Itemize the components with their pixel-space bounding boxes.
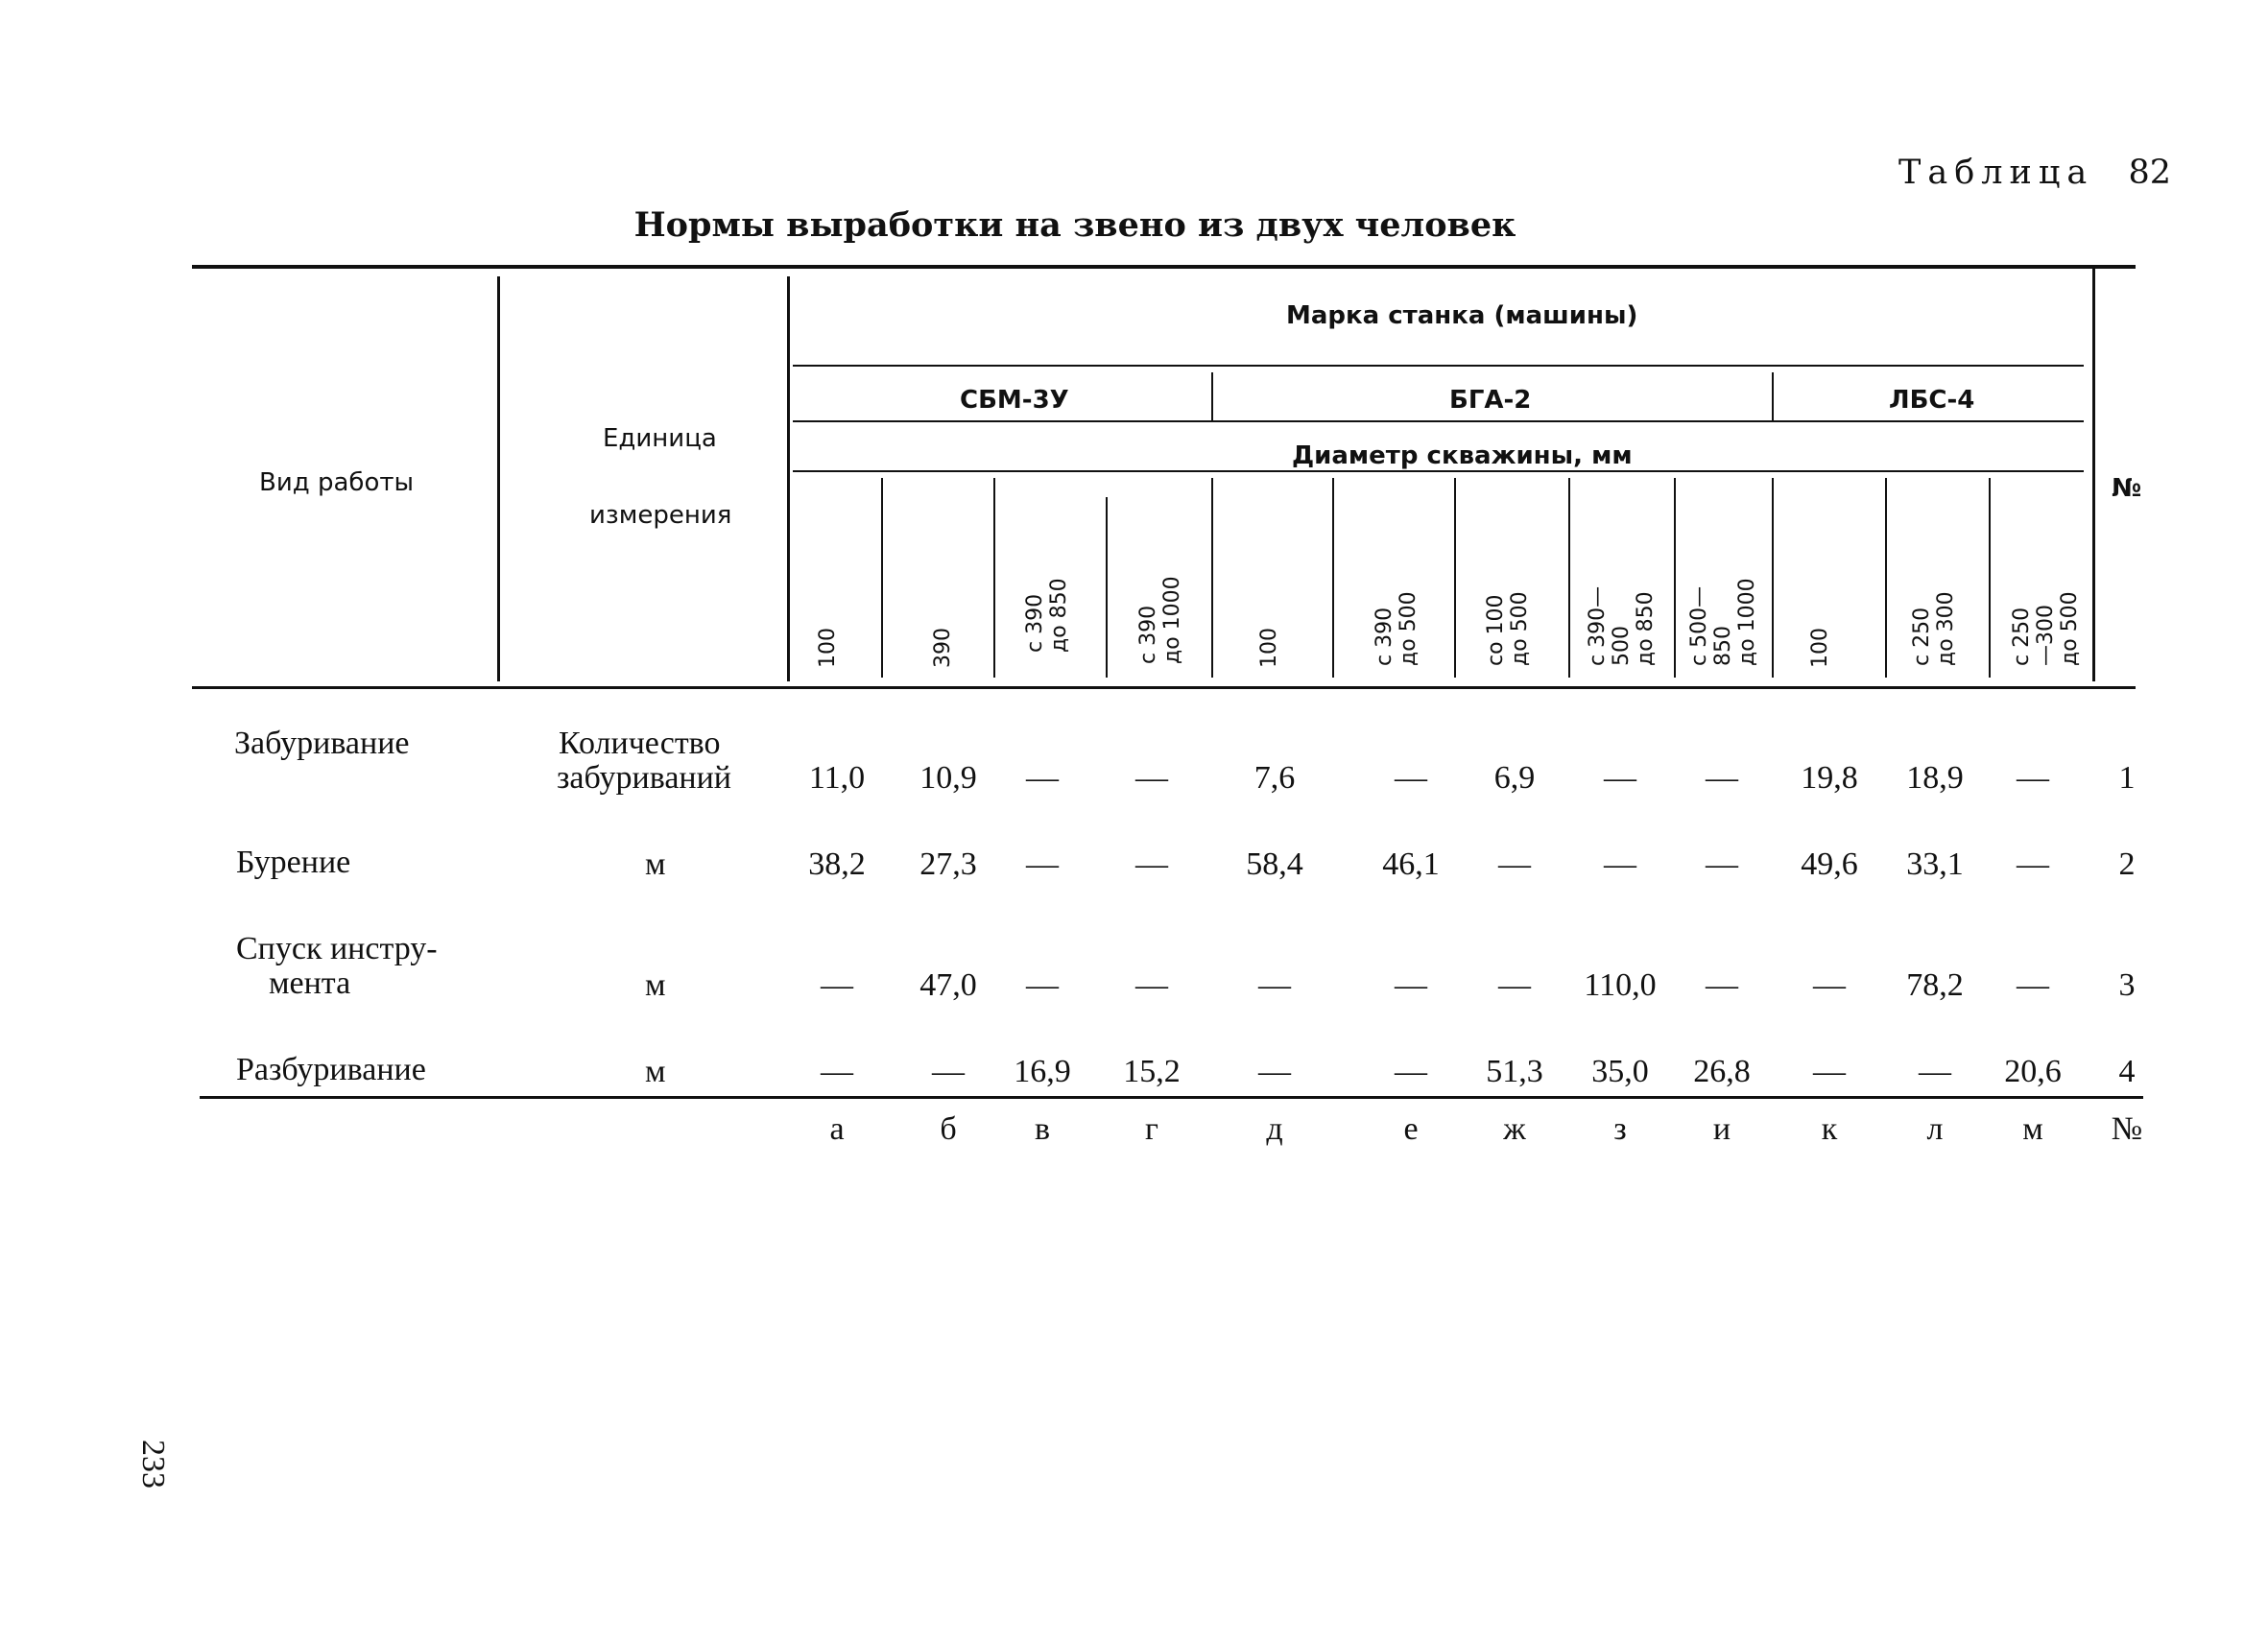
table-cell: — [932,1054,965,1089]
table-cell: — [1395,967,1427,1003]
col-sep [993,478,995,678]
table-cell: — [2017,846,2049,882]
table-cell: 20,6 [2004,1054,2062,1089]
colhead-text: с 390 [1136,605,1160,664]
footer-letter: б [940,1111,957,1147]
table-cell: 51,3 [1486,1054,1543,1089]
table-cell: — [2017,967,2049,1003]
colhead-text: до 1000 [1160,576,1184,664]
col-sep [1568,478,1570,678]
table-cell: 26,8 [1693,1054,1751,1089]
colhead-text: 500 [1610,626,1634,666]
footer-letter: ж [1503,1111,1526,1147]
table-cell: 11,0 [808,760,866,796]
table-cell: 7,6 [1253,760,1296,796]
row-number: 2 [2118,846,2136,882]
divider-unit-values [787,276,790,681]
row-1-unit-line2: забуриваний [557,760,732,796]
colhead-text: до 1000 [1735,578,1759,666]
col-sep [1674,478,1676,678]
diameter-underline [793,470,2084,472]
footer-letter: и [1712,1111,1731,1147]
row-4-unit: м [645,1054,666,1089]
table-cell: 110,0 [1584,967,1657,1003]
table-cell: — [1813,1054,1846,1089]
group-divider-1 [1211,372,1213,422]
groups-underline [793,420,2084,422]
col-sep [1106,497,1108,678]
col-sep [1332,478,1334,678]
footer-letter: г [1145,1111,1158,1147]
table-cell: 46,1 [1382,846,1440,882]
header-bottom-rule [192,686,2136,689]
table-cell: 10,9 [919,760,977,796]
header-machine-brand: Марка станка (машины) [1286,301,1638,330]
table-cell: — [1498,846,1531,882]
table-cell: — [2017,760,2049,796]
col-sep [881,478,883,678]
table-cell: 78,2 [1906,967,1964,1003]
colhead-text: 100 [816,628,840,668]
footer-letter: м [2022,1111,2043,1147]
footer-letter: в [1034,1111,1051,1147]
table-cell: 38,2 [808,846,866,882]
page-number [113,1440,171,1497]
header-unit-line2: измерения [589,501,732,530]
brand-underline [793,365,2084,367]
colhead-text: 100 [1808,628,1832,668]
table-cell: — [1813,967,1846,1003]
table-cell: 6,9 [1493,760,1536,796]
colhead-text: до 300 [1934,591,1958,666]
table-cell: — [1258,1054,1291,1089]
footer-letter: л [1926,1111,1944,1147]
row-1-unit-line1: Количество [559,726,721,761]
row-2-unit: м [645,846,666,882]
row-4-label: Разбуривание [236,1052,426,1087]
table-cell: — [1135,760,1168,796]
col-sep [1454,478,1456,678]
row-number: 3 [2118,967,2136,1003]
footer-letter: е [1403,1111,1419,1147]
table-cell: — [1026,967,1059,1003]
colhead-text: с 390 [1023,593,1047,653]
group-lbs: ЛБС-4 [1889,386,1975,415]
table-title: Нормы выработки на звено из двух человек [633,205,1516,245]
table-cell: — [1706,760,1738,796]
colhead-text: 100 [1257,628,1281,668]
footer-letter: а [829,1111,845,1147]
row-3-unit: м [645,967,666,1003]
row-1-label: Забуривание [234,726,410,761]
colhead-text: до 500 [1508,591,1532,666]
table-cell: — [1706,967,1738,1003]
table-cell: 18,9 [1906,760,1964,796]
table-cell: — [1135,846,1168,882]
colhead-text: с 250 [1910,607,1934,666]
row-3-label-line2: мента [269,965,351,1001]
colhead-text: с 250 [2010,607,2034,666]
col-sep [1989,478,1991,678]
colhead-text: с 390 [1373,607,1397,666]
table-bottom-rule [200,1096,2143,1099]
row-number: 4 [2118,1054,2136,1089]
colhead-text: —300 [2034,605,2058,666]
row-number: 1 [2118,760,2136,796]
colhead-text: до 850 [1634,591,1658,666]
table-cell: 19,8 [1801,760,1858,796]
table-cell: — [1919,1054,1951,1089]
colhead-text: с 500— [1687,585,1711,666]
divider-values-no [2092,269,2095,681]
caption-number: 82 [2128,154,2172,192]
row-2-label: Бурение [236,845,351,880]
header-no: № [2112,474,2142,503]
table-cell: 33,1 [1906,846,1964,882]
table-cell: 27,3 [919,846,977,882]
row-3-label-line1: Спуск инстру- [236,931,438,966]
col-sep [1211,478,1213,678]
group-sbm: СБМ-3У [960,386,1069,415]
table-cell: — [1604,760,1636,796]
table-cell: 35,0 [1591,1054,1649,1089]
caption-word: Таблица [1898,154,2094,192]
group-bga: БГА-2 [1449,386,1532,415]
table-cell: — [1026,846,1059,882]
table-cell: — [1258,967,1291,1003]
colhead-text: до 500 [2058,591,2082,666]
table-cell: — [1395,1054,1427,1089]
header-diameter: Диаметр скважины, мм [1292,441,1633,470]
table-caption [1898,154,2171,192]
table-cell: 58,4 [1246,846,1303,882]
divider-work-unit [497,276,500,681]
table-cell: — [821,967,853,1003]
footer-letter: д [1266,1111,1283,1147]
header-work-type: Вид работы [259,468,415,497]
page-number-text: 233 [135,1440,171,1489]
table-top-rule [192,265,2136,269]
group-divider-2 [1772,372,1774,422]
colhead-text: до 500 [1397,591,1420,666]
colhead-text: до 850 [1047,578,1071,653]
table-cell: — [1498,967,1531,1003]
header-unit-line1: Единица [603,424,717,453]
colhead-text: с 390— [1586,585,1610,666]
table-cell: 15,2 [1123,1054,1181,1089]
colhead-text: 850 [1711,626,1735,666]
table-cell: — [1026,760,1059,796]
footer-letter: к [1821,1111,1838,1147]
table-cell: — [1706,846,1738,882]
colhead-text: 390 [931,628,955,668]
table-cell: — [1604,846,1636,882]
footer-no: № [2111,1111,2143,1147]
table-cell: 47,0 [919,967,977,1003]
table-cell: 16,9 [1014,1054,1071,1089]
table-cell: — [1395,760,1427,796]
table-cell: — [821,1054,853,1089]
table-cell: — [1135,967,1168,1003]
col-sep [1772,478,1774,678]
col-sep [1885,478,1887,678]
table-cell: 49,6 [1801,846,1858,882]
footer-letter: з [1613,1111,1627,1147]
colhead-text: со 100 [1484,594,1508,666]
